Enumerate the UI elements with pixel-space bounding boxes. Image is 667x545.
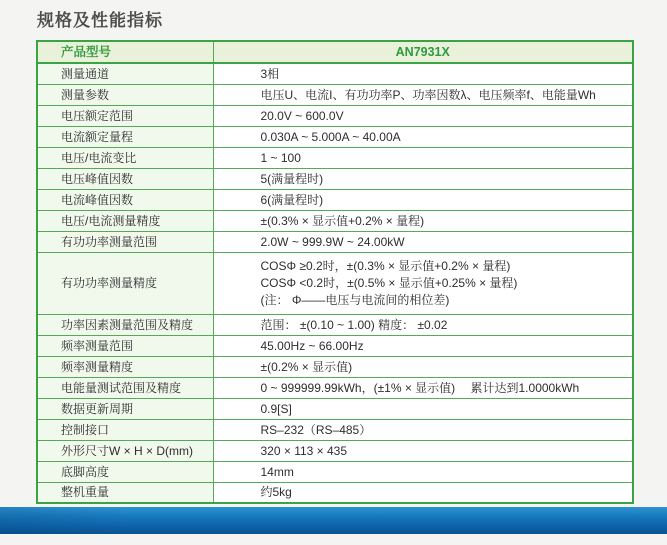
spec-label: 有功功率测量范围 [37,231,213,252]
table-row [37,147,633,168]
table-row [37,440,633,461]
spec-value: 0.030A ~ 5.000A ~ 40.00A [213,126,633,147]
table-row [37,377,633,398]
spec-label: 整机重量 [37,482,213,503]
spec-value: 约5kg [213,482,633,503]
spec-label: 控制接口 [37,419,213,440]
spec-value: ±(0.3% × 显示值+0.2% × 量程) [213,210,633,231]
spec-label: 频率测量范围 [37,335,213,356]
spec-value: 3相 [213,63,633,84]
table-row [37,419,633,440]
spec-label: 电流额定量程 [37,126,213,147]
spec-value: 20.0V ~ 600.0V [213,105,633,126]
spec-value: 2.0W ~ 999.9W ~ 24.00kW [213,231,633,252]
spec-value: 1 ~ 100 [213,147,633,168]
table-row [37,105,633,126]
spec-label: 有功功率测量精度 [37,252,213,314]
table-row [37,168,633,189]
spec-value: RS–232（RS–485） [213,419,633,440]
table-row [37,335,633,356]
spec-value [213,252,633,314]
spec-label: 电压/电流变比 [37,147,213,168]
table-row [37,84,633,105]
spec-value-line: (注： Φ——电压与电流间的相位差) [260,292,450,307]
spec-table [36,40,632,504]
spec-value: 320 × 113 × 435 [213,440,633,461]
spec-value: 14mm [213,461,633,482]
table-row [37,461,633,482]
table-row [37,252,633,314]
spec-label: 电流峰值因数 [37,189,213,210]
spec-label: 测量参数 [37,84,213,105]
spec-value: 电压U、电流I、有功功率P、功率因数λ、电压频率f、电能量Wh [213,84,633,105]
table-row [37,356,633,377]
spec-label: 测量通道 [37,63,213,84]
spec-value-line: COSΦ <0.2时，±(0.5% × 显示值+0.25% × 量程) [260,275,518,290]
spec-value: 45.00Hz ~ 66.00Hz [213,335,633,356]
table-row [37,126,633,147]
table-row [37,231,633,252]
spec-label: 数据更新周期 [37,398,213,419]
header-value-model-number: AN7931X [213,41,633,63]
page-title: 规格及性能指标 [37,11,163,30]
spec-value: 5(满量程时) [213,168,633,189]
table-row [37,63,633,84]
spec-value: ±(0.2% × 显示值) [213,356,633,377]
spec-value: 0.9[S] [213,398,633,419]
header-label-product-model: 产品型号 [37,41,213,63]
table-row [37,189,633,210]
table-header-row [37,41,633,63]
bottom-decoration-bar [0,507,667,534]
spec-label: 电压/电流测量精度 [37,210,213,231]
table-row [37,314,633,335]
table-row [37,398,633,419]
spec-value: 0 ~ 999999.99kWh，(±1% × 显示值) 累计达到1.0000kWh [213,377,633,398]
spec-label: 功率因素测量范围及精度 [37,314,213,335]
spec-label: 电能量测试范围及精度 [37,377,213,398]
spec-label: 外形尺寸W × H × D(mm) [37,440,213,461]
specifications-table [36,40,634,504]
spec-label: 频率测量精度 [37,356,213,377]
table-row [37,482,633,503]
spec-value-line: COSΦ ≥0.2时，±(0.3% × 显示值+0.2% × 量程) [260,258,511,273]
table-row [37,210,633,231]
spec-label: 电压额定范围 [37,105,213,126]
spec-label: 电压峰值因数 [37,168,213,189]
spec-label: 底脚高度 [37,461,213,482]
spec-value: 范围： ±(0.10 ~ 1.00) 精度： ±0.02 [213,314,633,335]
spec-value: 6(满量程时) [213,189,633,210]
